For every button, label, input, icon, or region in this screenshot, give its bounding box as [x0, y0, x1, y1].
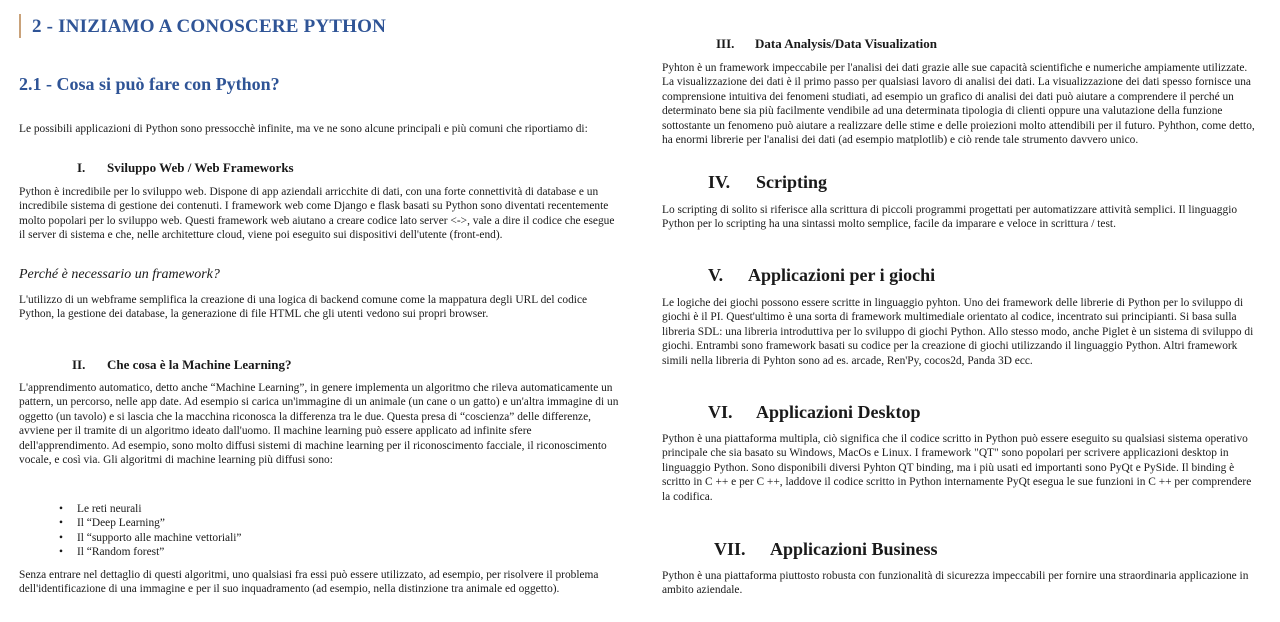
heading-games-title: Applicazioni per i giochi	[748, 265, 936, 285]
framework-answer: L'utilizzo di un webframe semplifica la creazione di una logica di backend comune come la mappatura degli URL del codice Python, la gestione dei database, la generazione di file HTML che gli utenti vedono sui propri browser.	[19, 294, 588, 321]
list-item: • Le reti neurali	[57, 502, 457, 516]
heading-desktop-title: Applicazioni Desktop	[756, 402, 921, 422]
heading-business	[714, 539, 938, 560]
web-paragraph: Python è incredibile per lo sviluppo web. Dispone di app aziendali arricchite di dati, con una forte connettività di database e un incredibile sistema di gestione dei contenuti. I framework web come Django e flask basati su Python sono diventati recentemente molto popolari per lo sviluppo web. Questi framework web aiutano a creare codice lato server <->, vale a dire il codice che esegue il server di sistema e che, nelle architetture cloud, viene poi eseguito sui dispositivi dell'utente (front-end).	[19, 186, 615, 242]
list-item: • Il “Deep Learning”	[57, 516, 457, 530]
framework-question: Perché è necessario un framework?	[19, 267, 220, 282]
games-paragraph: Le logiche dei giochi possono essere scritte in linguaggio pyhton. Uno dei framework delle librerie di Python per lo sviluppo di giochi è il PI. Quest'ultimo è una sorta di framework multimediale orientato al codice, incentrato sui principianti. Si basa sulla libreria SDL: una libreria introduttiva per lo sviluppo di giochi Python. Allo stesso modo, anche Piglet è un sistema di sviluppo di giochi. Entrambi sono framework basati su codice per la creazione di giochi utilizzando il linguaggio Python. Altri framework simili nella libreria di Pyhton sono ad es. arcade, Ren'Py, cocos2d, Panda 3D ecc.	[662, 297, 1254, 367]
heading-scripting-title: Scripting	[756, 172, 828, 192]
heading-business-title: Applicazioni Business	[770, 539, 938, 559]
business-paragraph: Python è una piattaforma piuttosto robusta con funzionalità di sicurezza impeccabili per fornire una straordinaria applicazione in ambito aziendale.	[662, 570, 1249, 597]
heading-data	[716, 36, 937, 52]
data-paragraph: Pyhton è un framework impeccabile per l'analisi dei dati grazie alle sue capacità scientifiche e numeriche ampiamente utilizzate. La visualizzazione dei dati è il primo passo per qualsiasi lavoro di analisi dei dati. La visualizzazione dei dati spesso fornisce una comprensione intuitiva dei fenomeni studiati, ad esempio un grafico di analisi dei dati può aiutare a comprendere il perché un determinato bene sia più facilmente vendibile ad una determinata tipologia di clienti oppure una valutazione della funzione sottostante un fenomeno può aiutare a realizzare delle stime e delle proiezioni molto attendibili per il futuro. Pyhthon, come detto, ha enormi librerie per l'analisi dei dati (ad esempio matplotlib) e ciò rende tale strumento davvero unico.	[662, 62, 1255, 147]
heading-data-number: III.	[716, 36, 735, 51]
heading-ml-title: Che cosa è la Machine Learning?	[107, 357, 292, 372]
ml-bullet-list	[57, 502, 457, 560]
heading-scripting-number: IV.	[708, 172, 731, 192]
heading-games	[708, 265, 935, 286]
ml-closing-paragraph: Senza entrare nel dettaglio di questi algoritmi, uno qualsiasi fra essi può essere utilizzato, ad esempio, per risolvere il problema dell'identificazione di una immagine e per il suo inquadramento (ad esempio, nella distinzione tra animale ed oggetto).	[19, 569, 599, 596]
heading-web	[77, 160, 294, 176]
list-item: • Il “supporto alle machine vettoriali”	[57, 531, 457, 545]
list-item: • Il “Random forest”	[57, 545, 457, 559]
heading-web-number: I.	[77, 160, 86, 175]
scripting-paragraph: Lo scripting di solito si riferisce alla scrittura di piccoli programmi progettati per automatizzare attività semplici. Il linguaggio Python per lo scripting ha una sintassi molto semplice, facile da imparare e veloce in scrittura / test.	[662, 204, 1238, 231]
heading-data-title: Data Analysis/Data Visualization	[755, 36, 938, 51]
heading-web-title: Sviluppo Web / Web Frameworks	[107, 160, 294, 175]
heading-business-number: VII.	[714, 539, 746, 559]
ml-paragraph: L'apprendimento automatico, detto anche “Machine Learning”, in genere implementa un algoritmo che rileva automaticamente un pattern, un percorso, nelle app date. Ad esempio si carica un'immagine di un animale (un cane o un gatto) e un'altra immagine di un oggetto (un tavolo) e si lascia che la macchina riconosca la differenza tra le due. Questa presa di “coscienza” delle differenze, avviene per il tramite di un algoritmo ideato dall'uomo. Il machine learning può essere applicato ad infinite sfere dell'apprendimento. Ad esempio, sono molto diffusi sistemi di machine learning per il riconoscimento facciale, il riconoscimento vocale, e così via. Gli algoritmi di machine learning più diffusi sono:	[19, 382, 619, 467]
section-title: 2.1 - Cosa si può fare con Python?	[19, 74, 280, 94]
desktop-paragraph: Python è una piattaforma multipla, ciò significa che il codice scritto in Python può essere eseguito su qualsiasi sistema operativo principale che sia basato su Windows, MacOs e Linux. I framework "QT" sono popolari per scrivere applicazioni desktop in linguaggio Python. Sono disponibili diversi Pyhton QT binding, ma i più usati ed importanti sono PyQt e PySide. Il binding è scritto in C ++ e per C ++, laddove il codice scritto in Python internamente PyQt esegua le sue funzioni in C ++ per comprendere la codifica.	[662, 433, 1252, 503]
heading-scripting	[708, 172, 827, 193]
heading-ml	[72, 357, 292, 373]
heading-ml-number: II.	[72, 357, 86, 372]
intro-paragraph: Le possibili applicazioni di Python sono pressocchè infinite, ma ve ne sono alcune principali e più comuni che riportiamo di:	[19, 123, 588, 135]
chapter-title: 2 - INIZIAMO A CONOSCERE PYTHON	[19, 14, 386, 38]
heading-desktop-number: VI.	[708, 402, 733, 422]
heading-desktop	[708, 402, 921, 423]
heading-games-number: V.	[708, 265, 724, 285]
